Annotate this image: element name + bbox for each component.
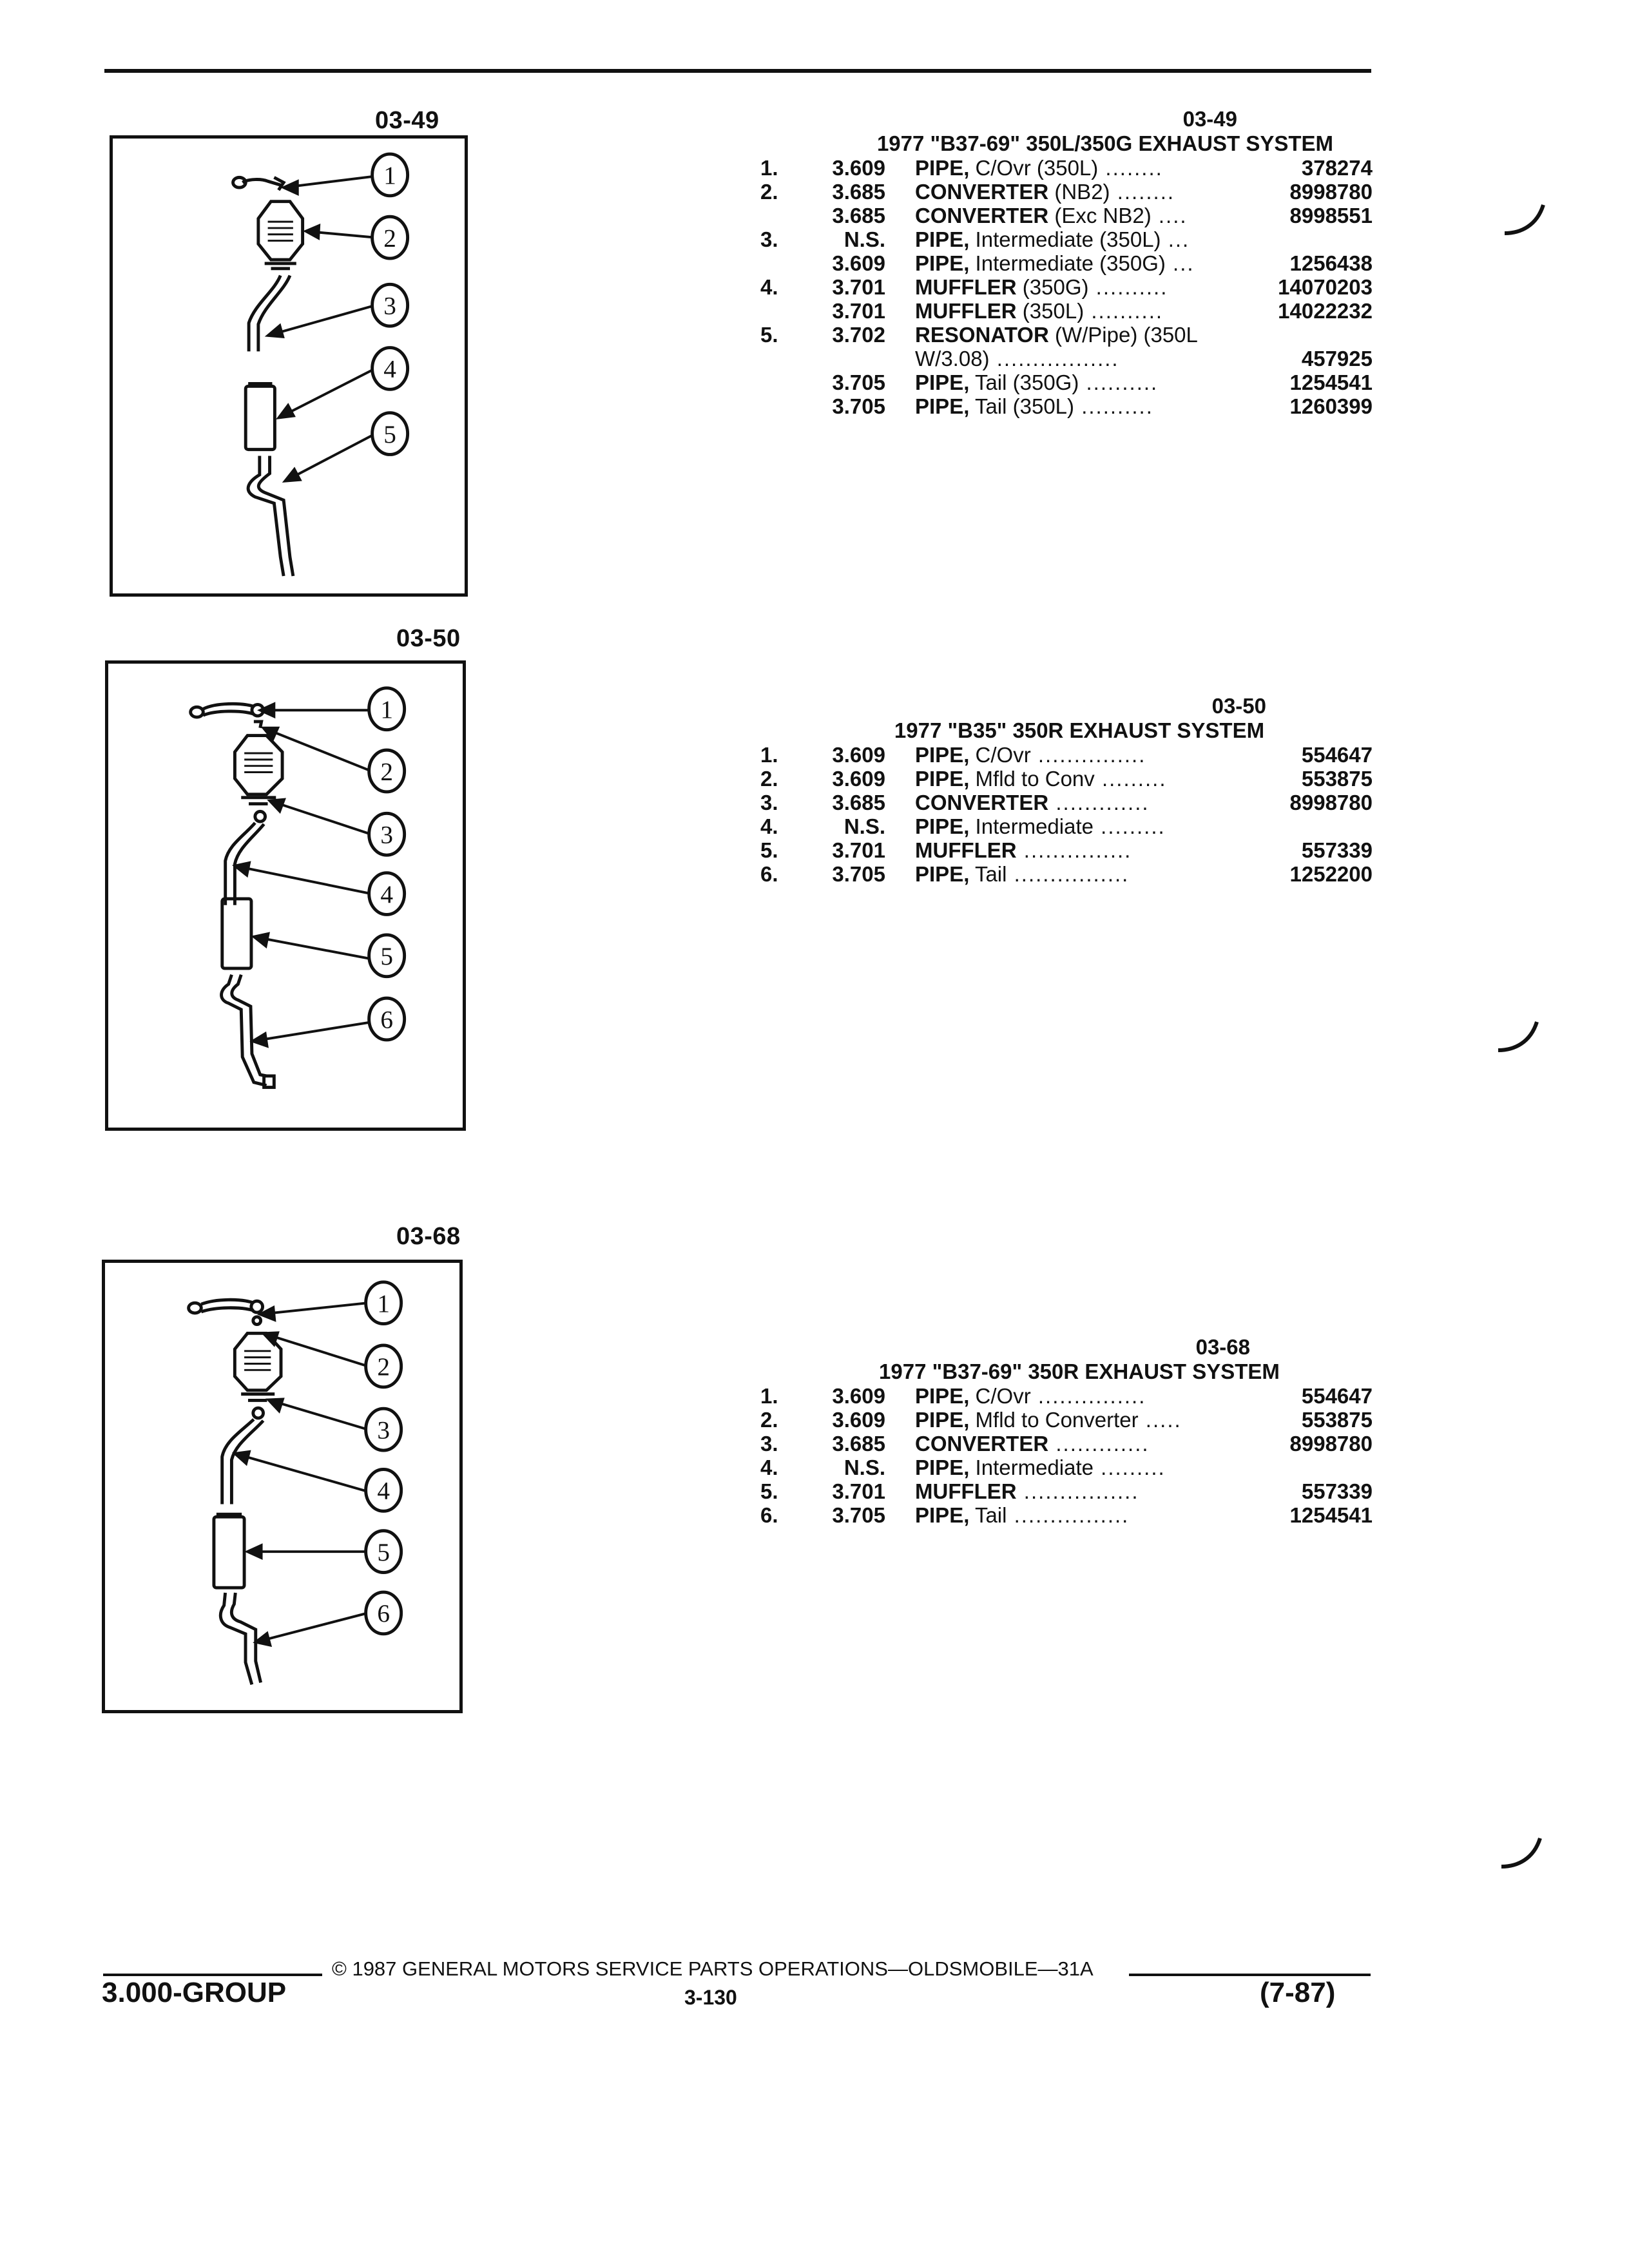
part-number: 1256438 [1289, 251, 1373, 275]
part-description [915, 743, 1146, 767]
binder-mark [1495, 1017, 1540, 1055]
part-number: 14022232 [1278, 299, 1373, 323]
callout: 6 [377, 1600, 390, 1628]
item-number: 4. [760, 814, 778, 838]
parts-section-03-68 [760, 1335, 1373, 1527]
group-ref: 3.609 [832, 767, 885, 791]
callout: 5 [377, 1538, 390, 1566]
part-name: CONVERTER [915, 791, 1049, 814]
footer-group: 3.000-GROUP [102, 1977, 287, 2008]
part-number: 378274 [1301, 156, 1373, 180]
part-number: 14070203 [1278, 275, 1373, 299]
part-description [915, 394, 1153, 419]
exhaust-diagram-03-50 [105, 660, 466, 1131]
part-number: 8998780 [1289, 180, 1373, 204]
part-name: CONVERTER [915, 180, 1049, 204]
part-name: PIPE, [915, 743, 970, 767]
parts-row [760, 1408, 1373, 1432]
part-description [915, 791, 1150, 815]
part-description [915, 370, 1158, 395]
part-name: PIPE, [915, 156, 970, 180]
leader-dots: .......... [1074, 394, 1153, 418]
parts-section-03-50 [760, 694, 1373, 886]
group-ref: N.S. [843, 1456, 885, 1479]
item-number: 5. [760, 323, 778, 347]
callout: 4 [377, 1477, 390, 1505]
exhaust-system-illustration [108, 664, 463, 1128]
item-number: 1. [760, 1384, 778, 1408]
parts-row [760, 791, 1373, 814]
parts-row [760, 1456, 1373, 1479]
group-ref: 3.701 [832, 1479, 885, 1503]
leader-dots: ................ [1007, 862, 1130, 886]
parts-row [760, 299, 1373, 323]
parts-row [760, 1479, 1373, 1503]
part-detail: Mfld to Conv [969, 767, 1095, 791]
part-detail: C/Ovr (350L) [969, 156, 1099, 180]
part-name: MUFFLER [915, 838, 1017, 862]
part-description [915, 299, 1163, 323]
part-detail: Tail (350L) [969, 394, 1075, 418]
group-ref: 3.705 [832, 394, 885, 418]
figure-label: 03-68 [396, 1223, 461, 1250]
part-name: PIPE, [915, 394, 970, 418]
part-detail: W/3.08) [915, 347, 990, 370]
exhaust-system-illustration [105, 1263, 459, 1710]
part-detail: (NB2) [1048, 180, 1110, 204]
part-name: PIPE, [915, 251, 970, 275]
callout: 3 [380, 821, 393, 849]
part-description [915, 1384, 1146, 1408]
parts-row [760, 347, 1373, 370]
section-title: 1977 "B35" 350R EXHAUST SYSTEM [894, 718, 1265, 742]
part-number: 8998780 [1289, 791, 1373, 814]
parts-row [760, 767, 1373, 791]
part-name: PIPE, [915, 767, 970, 791]
part-detail: (Exc NB2) [1048, 204, 1152, 227]
item-number: 2. [760, 1408, 778, 1432]
leader-dots: ... [1161, 227, 1190, 251]
part-description [915, 323, 1198, 347]
group-ref: 3.609 [832, 743, 885, 767]
footer-rule-right [1129, 1974, 1371, 1976]
part-number: 553875 [1301, 767, 1373, 791]
parts-row [760, 251, 1373, 275]
callout: 1 [377, 1289, 390, 1318]
part-name: RESONATOR [915, 323, 1049, 347]
part-name: MUFFLER [915, 299, 1017, 323]
callout: 5 [380, 943, 393, 971]
leader-dots: .......... [1084, 299, 1164, 323]
group-ref: 3.701 [832, 838, 885, 862]
part-detail: Tail (350G) [969, 370, 1079, 394]
group-ref: 3.701 [832, 299, 885, 323]
part-detail: C/Ovr [969, 1384, 1031, 1408]
part-description [915, 347, 1119, 371]
part-name: PIPE, [915, 1503, 970, 1527]
parts-row [760, 862, 1373, 886]
part-name: PIPE, [915, 370, 970, 394]
parts-list [760, 156, 1373, 418]
group-ref: 3.685 [832, 204, 885, 227]
part-description [915, 838, 1132, 863]
group-ref: 3.609 [832, 156, 885, 180]
part-number: 554647 [1301, 743, 1373, 767]
parts-row [760, 814, 1373, 838]
part-name: PIPE, [915, 814, 970, 838]
part-name: PIPE, [915, 862, 970, 886]
item-number: 2. [760, 767, 778, 791]
leader-dots: ............... [1030, 1384, 1146, 1408]
part-detail: Intermediate [969, 1456, 1094, 1479]
part-detail: Tail [969, 862, 1007, 886]
item-number: 6. [760, 862, 778, 886]
part-number: 8998551 [1289, 204, 1373, 227]
part-detail: Intermediate (350G) [969, 251, 1166, 275]
part-number: 457925 [1301, 347, 1373, 370]
parts-row [760, 743, 1373, 767]
group-ref: 3.609 [832, 1408, 885, 1432]
leader-dots: ......... [1094, 767, 1167, 791]
part-number: 553875 [1301, 1408, 1373, 1432]
leader-dots: ......... [1093, 814, 1166, 838]
part-number: 1260399 [1289, 394, 1373, 418]
part-description [915, 180, 1175, 204]
part-description [915, 814, 1166, 839]
group-ref: 3.609 [832, 251, 885, 275]
item-number: 5. [760, 838, 778, 862]
callout: 3 [377, 1416, 390, 1445]
item-number: 1. [760, 743, 778, 767]
parts-section-03-49 [760, 107, 1373, 418]
part-number: 557339 [1301, 838, 1373, 862]
part-number: 8998780 [1289, 1432, 1373, 1456]
section-title: 1977 "B37-69" 350L/350G EXHAUST SYSTEM [876, 131, 1334, 155]
parts-row [760, 227, 1373, 251]
part-detail: Mfld to Converter [969, 1408, 1139, 1432]
part-detail: Intermediate (350L) [969, 227, 1161, 251]
part-description [915, 862, 1129, 887]
group-ref: N.S. [843, 227, 885, 251]
footer-rule-left [103, 1974, 322, 1976]
part-description [915, 1503, 1129, 1528]
part-detail: (350L) [1016, 299, 1084, 323]
part-description [915, 1432, 1150, 1456]
exhaust-diagram-03-68 [102, 1260, 463, 1713]
parts-row [760, 204, 1373, 227]
parts-row [760, 370, 1373, 394]
part-number: 554647 [1301, 1384, 1373, 1408]
leader-dots: ............... [1016, 838, 1132, 862]
section-title: 1977 "B37-69" 350R EXHAUST SYSTEM [879, 1360, 1280, 1383]
group-ref: 3.705 [832, 370, 885, 394]
part-description [915, 1456, 1166, 1480]
parts-row [760, 1432, 1373, 1456]
callout: 4 [380, 880, 393, 908]
footer-copyright: © 1987 GENERAL MOTORS SERVICE PARTS OPERATIONS—OLDSMOBILE—31A [332, 1957, 1094, 1980]
part-detail: (W/Pipe) (350L [1048, 323, 1198, 347]
section-code: 03-50 [1211, 694, 1266, 718]
footer-page-number: 3-130 [684, 1986, 737, 2009]
part-name: MUFFLER [915, 1479, 1017, 1503]
part-name: PIPE, [915, 1408, 970, 1432]
leader-dots: .... [1151, 204, 1188, 227]
parts-row [760, 394, 1373, 418]
part-name: PIPE, [915, 1456, 970, 1479]
part-description [915, 204, 1188, 228]
callout: 1 [380, 696, 393, 724]
part-description [915, 1408, 1182, 1432]
leader-dots: ............. [1048, 791, 1150, 814]
part-description [915, 1479, 1139, 1504]
leader-dots: ................ [1007, 1503, 1130, 1527]
binder-mark [1498, 1833, 1543, 1872]
parts-row [760, 275, 1373, 299]
group-ref: N.S. [843, 814, 885, 838]
group-ref: 3.685 [832, 791, 885, 814]
item-number: 4. [760, 1456, 778, 1479]
part-name: MUFFLER [915, 275, 1017, 299]
group-ref: 3.705 [832, 862, 885, 886]
part-description [915, 767, 1166, 791]
group-ref: 3.685 [832, 1432, 885, 1456]
section-code: 03-68 [1195, 1335, 1250, 1359]
parts-row [760, 838, 1373, 862]
item-number: 1. [760, 156, 778, 180]
leader-dots: ........ [1110, 180, 1175, 204]
item-number: 3. [760, 791, 778, 814]
callout: 2 [380, 758, 393, 786]
leader-dots: ............... [1030, 743, 1146, 767]
leader-dots: ................ [1016, 1479, 1139, 1503]
leader-dots: ........ [1098, 156, 1163, 180]
exhaust-diagram-03-49 [110, 135, 468, 597]
parts-list [760, 1384, 1373, 1527]
figure-label: 03-49 [375, 107, 439, 134]
callout: 2 [383, 224, 396, 253]
parts-row [760, 180, 1373, 204]
part-name: CONVERTER [915, 1432, 1049, 1456]
callout: 5 [383, 420, 396, 448]
part-number: 1254541 [1289, 1503, 1373, 1527]
callout: 2 [377, 1353, 390, 1381]
parts-row [760, 156, 1373, 180]
leader-dots: ............. [1048, 1432, 1150, 1456]
binder-mark [1501, 200, 1547, 238]
footer-date-code: (7-87) [1260, 1977, 1336, 2008]
leader-dots: ................. [989, 347, 1119, 370]
item-number: 3. [760, 1432, 778, 1456]
section-code: 03-49 [1182, 107, 1237, 131]
part-number: 1254541 [1289, 370, 1373, 394]
group-ref: 3.609 [832, 1384, 885, 1408]
part-description [915, 251, 1195, 276]
part-description [915, 275, 1168, 300]
part-number: 557339 [1301, 1479, 1373, 1503]
callout: 6 [380, 1006, 393, 1034]
part-name: PIPE, [915, 1384, 970, 1408]
leader-dots: ......... [1093, 1456, 1166, 1479]
part-number: 1252200 [1289, 862, 1373, 886]
leader-dots: .......... [1088, 275, 1168, 299]
part-name: CONVERTER [915, 204, 1049, 227]
part-description [915, 227, 1190, 252]
part-detail: Intermediate [969, 814, 1094, 838]
exhaust-system-illustration [113, 139, 465, 593]
part-name: PIPE, [915, 227, 970, 251]
item-number: 6. [760, 1503, 778, 1527]
parts-list [760, 743, 1373, 886]
group-ref: 3.701 [832, 275, 885, 299]
item-number: 2. [760, 180, 778, 204]
callout: 3 [383, 292, 396, 320]
leader-dots: ... [1165, 251, 1195, 275]
callout: 4 [383, 355, 396, 383]
part-detail: Tail [969, 1503, 1007, 1527]
item-number: 3. [760, 227, 778, 251]
part-description [915, 156, 1163, 180]
group-ref: 3.705 [832, 1503, 885, 1527]
item-number: 5. [760, 1479, 778, 1503]
parts-row [760, 323, 1373, 347]
part-detail: C/Ovr [969, 743, 1031, 767]
leader-dots: .......... [1079, 370, 1159, 394]
group-ref: 3.685 [832, 180, 885, 204]
group-ref: 3.702 [832, 323, 885, 347]
part-detail: (350G) [1016, 275, 1089, 299]
item-number: 4. [760, 275, 778, 299]
parts-row [760, 1384, 1373, 1408]
top-rule [104, 69, 1371, 73]
parts-row [760, 1503, 1373, 1527]
leader-dots: ..... [1138, 1408, 1182, 1432]
figure-label: 03-50 [396, 625, 461, 652]
callout: 1 [383, 162, 396, 190]
